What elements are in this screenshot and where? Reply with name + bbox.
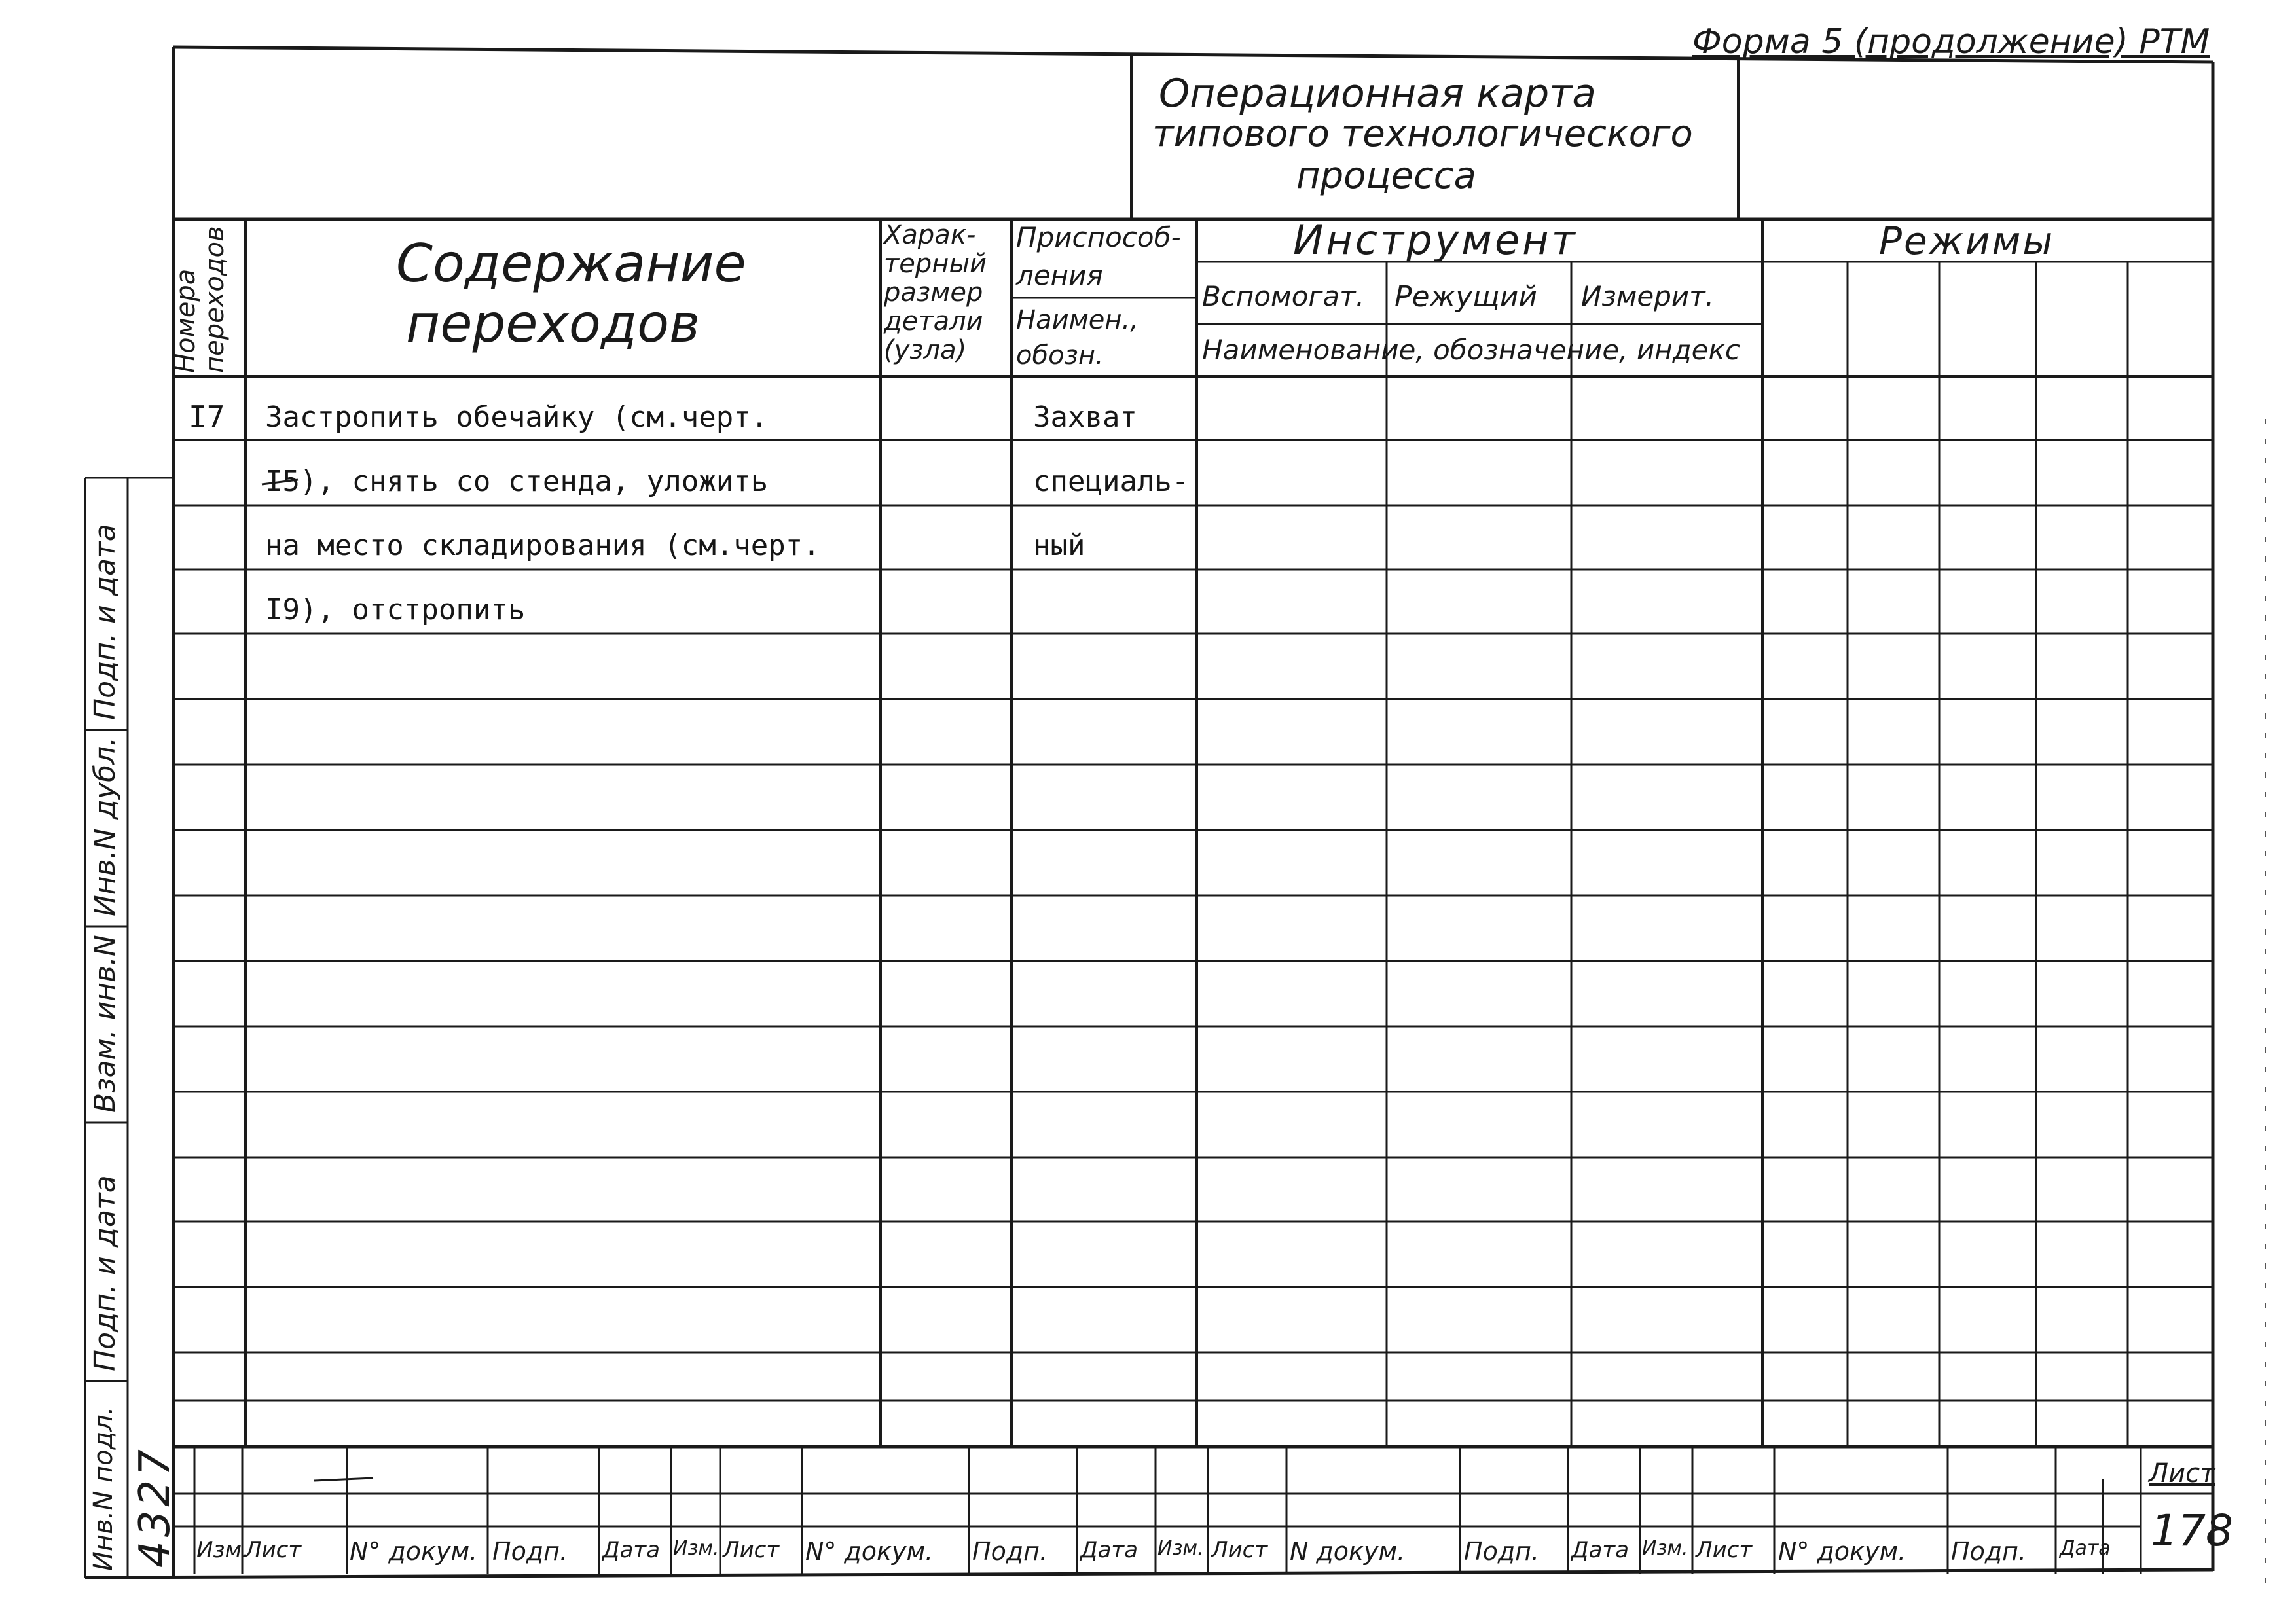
footer-label-4: Подп.	[492, 1537, 568, 1566]
header-instrument-measuring: Измерит.	[1581, 280, 1715, 312]
row-4-content: I9), отстропить	[265, 593, 526, 626]
title-line-3: процесса	[1296, 154, 1476, 197]
header-step-number: Номера переходов	[171, 226, 230, 373]
footer-label-14: Подп.	[1464, 1537, 1540, 1566]
row-1-step: I7	[189, 399, 225, 435]
row-3-fixture: ный	[1033, 529, 1085, 562]
footer-label-7: Лист	[723, 1537, 780, 1563]
header-fixtures-line-2: ления	[1016, 259, 1103, 291]
footer-label-6: Изм.	[673, 1537, 720, 1560]
header-content-line-2: переходов	[406, 293, 701, 354]
footer-label-1: Изм.	[196, 1537, 249, 1563]
footer-label-16: Изм.	[1642, 1537, 1688, 1560]
header-size-line-4: детали	[884, 306, 983, 336]
sheet-number: 178	[2151, 1506, 2233, 1556]
footer-label-17: Лист	[1696, 1537, 1753, 1563]
form-label: Форма 5 (продолжение) РТМ	[1692, 22, 2210, 62]
footer-label-5: Дата	[602, 1537, 661, 1563]
title-line-1: Операционная карта	[1159, 71, 1596, 117]
footer-label-10: Дата	[1080, 1537, 1139, 1563]
stamp-field-4: Подп. и дата	[88, 1175, 122, 1371]
row-2-fixture: специаль-	[1033, 465, 1190, 498]
header-fixtures-name-line-1: Наимен.,	[1016, 305, 1139, 335]
footer-label-20: Дата	[2060, 1537, 2111, 1560]
footer-label-3: N° докум.	[350, 1537, 478, 1566]
stamp-field-3: Взам. инв.N	[88, 935, 122, 1113]
header-content-line-1: Содержание	[396, 233, 746, 294]
title-line-2: типового технологического	[1152, 113, 1693, 155]
footer-label-18: N° докум.	[1778, 1537, 1906, 1566]
header-instrument-aux: Вспомогат.	[1202, 280, 1365, 312]
row-2-content: I5), снять со стенда, уложить	[265, 465, 769, 498]
header-size-line-3: размер	[884, 278, 983, 308]
row-1-content: Застропить обечайку (см.черт.	[265, 401, 769, 434]
footer-label-2: Лист	[245, 1537, 302, 1563]
header-instrument-cutting: Режущий	[1394, 280, 1537, 314]
footer-label-9: Подп.	[972, 1537, 1048, 1566]
row-3-content: на место складирования (см.черт.	[265, 529, 820, 562]
sheet-label: Лист	[2149, 1458, 2215, 1489]
header-instrument-description: Наименование, обозначение, индекс	[1202, 334, 1740, 366]
footer-label-12: Лист	[1211, 1537, 1268, 1563]
row-1-fixture: Захват	[1033, 401, 1137, 434]
header-size-line-2: терный	[884, 249, 987, 279]
header-size-line-1: Харак-	[884, 220, 976, 250]
header-fixtures-line-1: Приспособ-	[1016, 221, 1181, 253]
header-instrument: Инструмент	[1293, 216, 1578, 264]
stamp-field-1: Подп. и дата	[88, 524, 122, 720]
header-fixtures-name-line-2: обозн.	[1016, 340, 1104, 370]
footer-label-15: Дата	[1571, 1537, 1630, 1563]
stamp-inventory-number: 4327	[131, 1445, 179, 1568]
footer-label-19: Подп.	[1951, 1537, 2027, 1566]
footer-label-11: Изм.	[1157, 1537, 1204, 1560]
header-modes: Режимы	[1879, 219, 2055, 263]
stamp-field-2: Инв.N дубл.	[88, 736, 122, 916]
footer-label-13: N докум.	[1290, 1537, 1406, 1566]
stamp-field-5: Инв.N подл.	[88, 1406, 118, 1571]
footer-label-8: N° докум.	[805, 1537, 934, 1566]
header-size-line-5: (узла)	[884, 335, 967, 365]
